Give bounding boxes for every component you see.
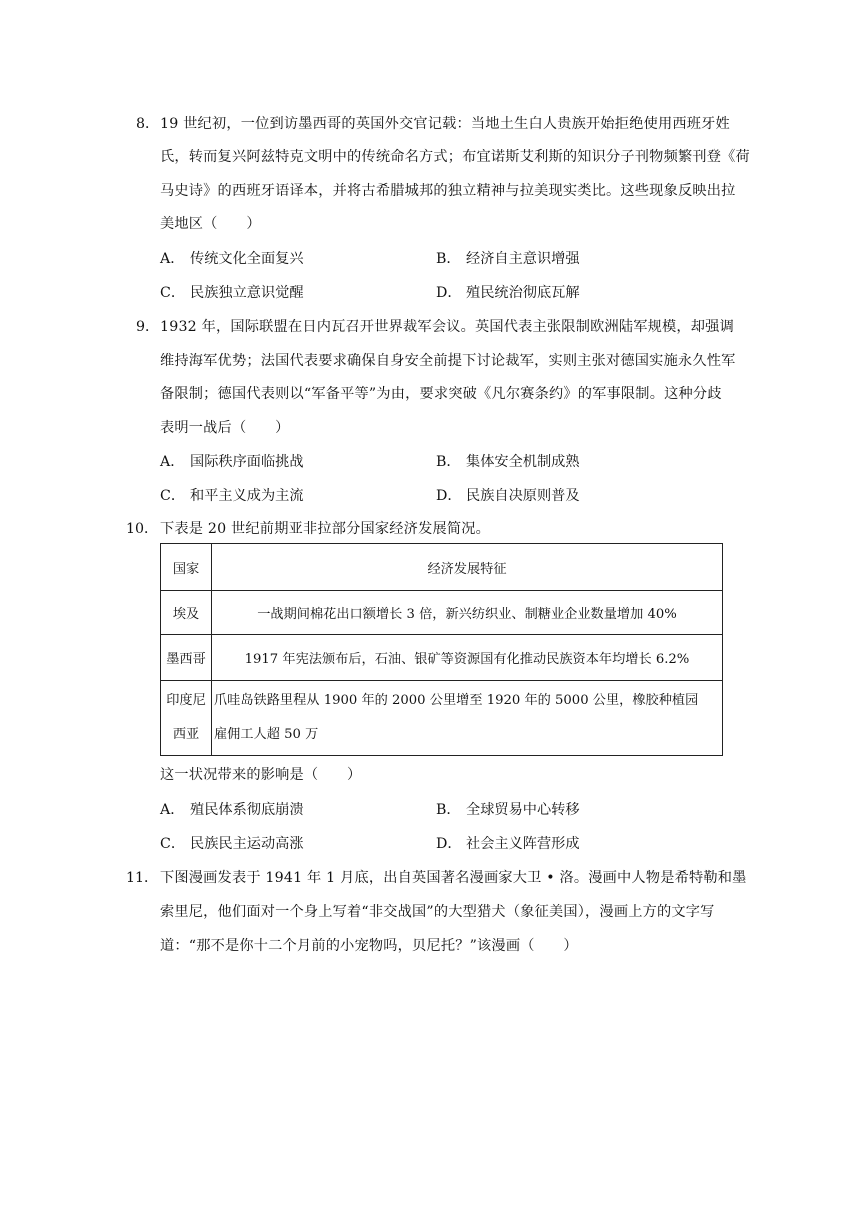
table-row <box>161 635 723 681</box>
question-number: 9． <box>136 319 160 335</box>
question-text-line: 表明一战后（ ） <box>160 420 290 436</box>
table-cell-feature: 一战期间棉花出口额增长 3 倍，新兴纺织业、制糖业企业数量增加 40% <box>212 591 723 635</box>
option-d[interactable] <box>436 833 580 853</box>
option-text: 民族独立意识觉醒 <box>190 285 304 301</box>
table-row <box>161 591 723 635</box>
question-number: 10． <box>126 521 159 537</box>
option-text: 经济自主意识增强 <box>466 251 580 267</box>
option-text: 社会主义阵营形成 <box>466 836 580 852</box>
table-header-cell: 国家 <box>161 544 212 591</box>
question-number: 11． <box>126 870 159 886</box>
option-letter: A． <box>160 454 185 470</box>
option-letter: A． <box>160 802 185 818</box>
table-row <box>161 681 723 756</box>
option-text: 殖民统治彻底瓦解 <box>466 285 580 301</box>
option-letter: D． <box>436 488 462 504</box>
question-text-line: 索里尼，他们面对一个身上写着“非交战国”的大型猎犬（象征美国），漫画上方的文字写 <box>160 904 715 920</box>
option-letter: C． <box>160 836 186 852</box>
option-a[interactable] <box>160 248 304 268</box>
question-text-line: 美地区（ ） <box>160 216 261 232</box>
feature-line: 爪哇岛铁路里程从 1900 年的 2000 公里增至 1920 年的 5000 公里，橡胶种植园 <box>214 693 699 708</box>
option-letter: C． <box>160 285 186 301</box>
country-line: 印度尼 <box>166 693 206 708</box>
table-header-row <box>161 544 723 591</box>
option-text: 集体安全机制成熟 <box>466 454 580 470</box>
option-letter: D． <box>436 285 462 301</box>
question-text-line: 1932 年，国际联盟在日内瓦召开世界裁军会议。英国代表主张限制欧洲陆军规模，却强调 <box>160 319 734 335</box>
question-text-line: 下图漫画发表于 1941 年 1 月底，出自英国著名漫画家大卫 • 洛。漫画中人物是希特勒和墨 <box>160 870 747 886</box>
option-a[interactable] <box>160 451 304 471</box>
table-cell-feature: 1917 年宪法颁布后，石油、银矿等资源国有化推动民族资本年均增长 6.2% <box>212 635 723 681</box>
option-text: 国际秩序面临挑战 <box>190 454 304 470</box>
option-letter: D． <box>436 836 462 852</box>
option-b[interactable] <box>436 451 580 471</box>
table-cell-country <box>161 681 212 756</box>
option-c[interactable] <box>160 833 304 853</box>
option-d[interactable] <box>436 485 580 505</box>
option-text: 殖民体系彻底崩溃 <box>190 802 304 818</box>
option-text: 全球贸易中心转移 <box>466 802 580 818</box>
table-header-cell: 经济发展特征 <box>212 544 723 591</box>
question-text-line: 19 世纪初，一位到访墨西哥的英国外交官记载：当地土生白人贵族开始拒绝使用西班牙姓 <box>160 116 730 132</box>
option-c[interactable] <box>160 485 304 505</box>
question-text-line: 维持海军优势；法国代表要求确保自身安全前提下讨论裁军，实则主张对德国实施永久性军 <box>160 353 736 369</box>
question-text-line: 马史诗》的西班牙语译本，并将古希腊城邦的独立精神与拉美现实类比。这些现象反映出拉 <box>160 183 736 199</box>
question-text-line: 备限制；德国代表则以“军备平等”为由，要求突破《凡尔赛条约》的军事限制。这种分歧 <box>160 386 722 402</box>
option-letter: A． <box>160 251 185 267</box>
option-text: 传统文化全面复兴 <box>190 251 304 267</box>
option-b[interactable] <box>436 248 580 268</box>
feature-line: 雇佣工人超 50 万 <box>214 727 319 742</box>
table-cell-feature <box>212 681 723 756</box>
question-text-line: 道：“那不是你十二个月前的小宠物吗，贝尼托？”该漫画（ ） <box>160 938 578 954</box>
table-cell-country: 墨西哥 <box>161 635 212 681</box>
option-letter: B． <box>436 802 461 818</box>
option-c[interactable] <box>160 282 304 302</box>
option-text: 和平主义成为主流 <box>190 488 304 504</box>
option-letter: B． <box>436 454 461 470</box>
question-text-line: 氏，转而复兴阿兹特克文明中的传统命名方式；布宜诺斯艾利斯的知识分子刊物频繁刊登《荷 <box>160 149 750 165</box>
option-letter: B． <box>436 251 461 267</box>
question-text-line: 下表是 20 世纪前期亚非拉部分国家经济发展简况。 <box>160 521 491 537</box>
economy-table <box>160 543 723 756</box>
option-a[interactable] <box>160 799 304 819</box>
option-letter: C． <box>160 488 186 504</box>
option-text: 民族民主运动高涨 <box>190 836 304 852</box>
question-number: 8． <box>136 116 160 132</box>
option-d[interactable] <box>436 282 580 302</box>
country-line: 西亚 <box>172 727 200 742</box>
question-text-line: 这一状况带来的影响是（ ） <box>160 767 362 783</box>
option-text: 民族自决原则普及 <box>466 488 580 504</box>
table-cell-country: 埃及 <box>161 591 212 635</box>
option-b[interactable] <box>436 799 580 819</box>
